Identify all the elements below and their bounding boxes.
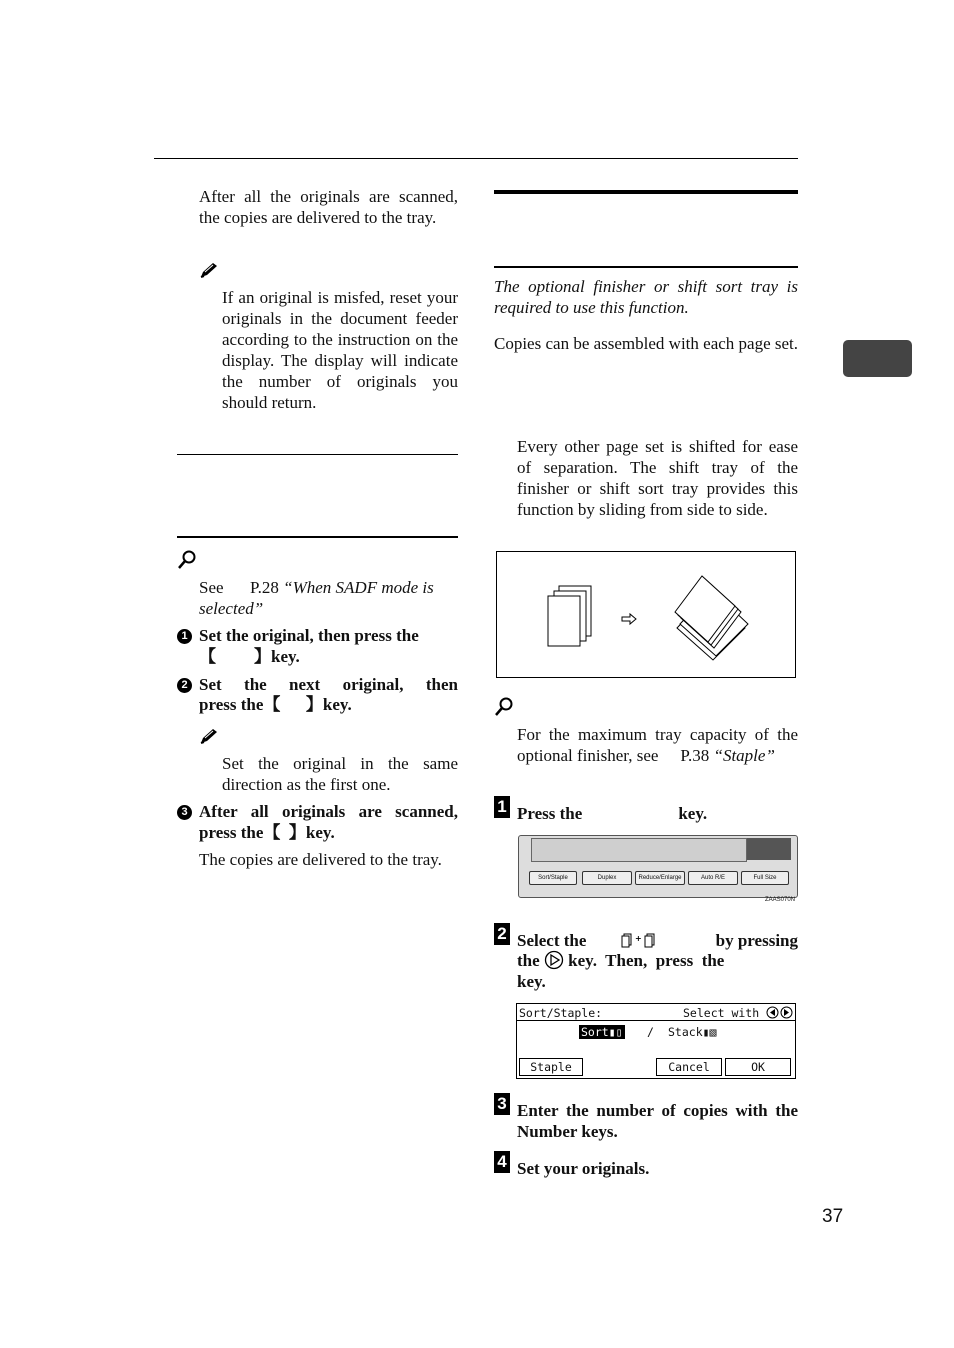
step-2-number: 2 <box>177 678 192 693</box>
lcd-staple-button[interactable]: Staple <box>519 1058 583 1076</box>
section-rule-1 <box>177 454 458 455</box>
svg-text:+: + <box>634 934 642 943</box>
note-misfeed: If an original is misfed, reset your originals in the document feeder according to the instruction on the display. The display will indicate the number of originals you should return. <box>222 288 458 412</box>
section-under-rule <box>494 266 798 268</box>
step-1-number: 1 <box>177 629 192 644</box>
step-3-line2: press the【 】key. <box>199 823 335 842</box>
lcd-ok-button[interactable]: OK <box>725 1058 791 1076</box>
duplex-key[interactable]: Duplex <box>582 871 632 885</box>
step-b-number: 2 <box>494 923 510 945</box>
optional-finisher-note: The optional finisher or shift sort tray is required to use this function. <box>494 277 798 317</box>
ref-staple-title: “Staple” <box>713 746 775 765</box>
operation-panel-illustration <box>518 835 798 898</box>
ref-page-link-2[interactable]: P.38 <box>680 746 710 765</box>
note-pencil-icon-2 <box>199 728 219 746</box>
sort-staple-key[interactable]: Sort/Staple <box>529 871 577 885</box>
header-rule <box>154 158 798 159</box>
lcd-divider <box>517 1020 795 1021</box>
lcd-cancel-button[interactable]: Cancel <box>656 1058 722 1076</box>
lcd-screen <box>516 1003 796 1079</box>
step-1-line2: 【 】key. <box>199 647 300 666</box>
intro-paragraph: After all the originals are scanned, the copies are delivered to the tray. <box>199 187 458 227</box>
ref-page-link[interactable]: P.28 <box>250 578 279 597</box>
section-top-thick-rule <box>494 190 798 194</box>
sort-description: Copies can be assembled with each page set. <box>494 334 799 353</box>
tray-capacity-ref: For the maximum tray capacity of the optional finisher, see P.38 “Staple” <box>517 725 798 765</box>
note-pencil-icon <box>199 262 219 280</box>
step-b-line2: the key. Then, press the <box>517 951 725 970</box>
right-arrow-key-icon <box>544 950 564 970</box>
shift-sort-drawing <box>497 552 795 677</box>
step-a-text: Press the key. <box>517 804 708 823</box>
lcd-left-right-arrows-icon <box>766 1006 794 1019</box>
step-b-line1: Select the + by pressing <box>517 931 798 950</box>
step-b-line3: key. <box>517 972 546 991</box>
section-rule-2 <box>177 536 458 538</box>
lcd-title: Sort/Staple: <box>519 1006 603 1020</box>
lcd-sort-option[interactable]: Sort▮▯ <box>581 1025 623 1039</box>
chapter-tab <box>843 340 912 377</box>
full-size-key[interactable]: Full Size <box>741 871 789 885</box>
step-c-text: Enter the number of copies with the Number keys. <box>517 1101 798 1141</box>
page-number: 37 <box>822 1206 844 1227</box>
reference-magnifier-icon-2 <box>494 697 514 717</box>
shift-sort-illustration <box>496 551 796 678</box>
panel-display <box>531 838 747 862</box>
sort-mode-icon <box>621 932 661 948</box>
lcd-separator: / <box>647 1025 654 1039</box>
step-2-line2: press the【 】key. <box>199 695 352 714</box>
step-d-text: Set your originals. <box>517 1159 650 1178</box>
note-same-direction: Set the original in the same direction as the first one. <box>222 754 458 794</box>
panel-display-dark <box>747 838 791 860</box>
reduce-enlarge-key[interactable]: Reduce/Enlarge <box>635 871 685 885</box>
ref-title: “When SADF mode is selected” <box>199 578 434 618</box>
step-c-number: 3 <box>494 1093 510 1115</box>
lcd-stack-option[interactable]: Stack▮▧ <box>668 1025 717 1039</box>
lcd-hint: Select with <box>683 1006 794 1020</box>
ref-see: See <box>199 578 224 597</box>
step-3-result: The copies are delivered to the tray. <box>199 850 442 869</box>
step-a-number: 1 <box>494 796 510 818</box>
step-3-number: 3 <box>177 805 192 820</box>
reference-sadf <box>199 577 458 619</box>
illustration-caption: ZAAS070N <box>765 897 796 903</box>
step-1-line1: Set the original, then press the <box>199 626 419 645</box>
step-3-line1: After all originals are scanned, <box>199 802 458 821</box>
reference-magnifier-icon <box>177 550 197 570</box>
auto-re-key[interactable]: Auto R/E <box>688 871 738 885</box>
step-2-line1: Set the next original, then <box>199 675 458 694</box>
shift-description: Every other page set is shifted for ease of separation. The shift tray of the finisher or shift sort tray provides this function by sliding from side to side. <box>517 437 798 519</box>
step-d-number: 4 <box>494 1151 510 1173</box>
